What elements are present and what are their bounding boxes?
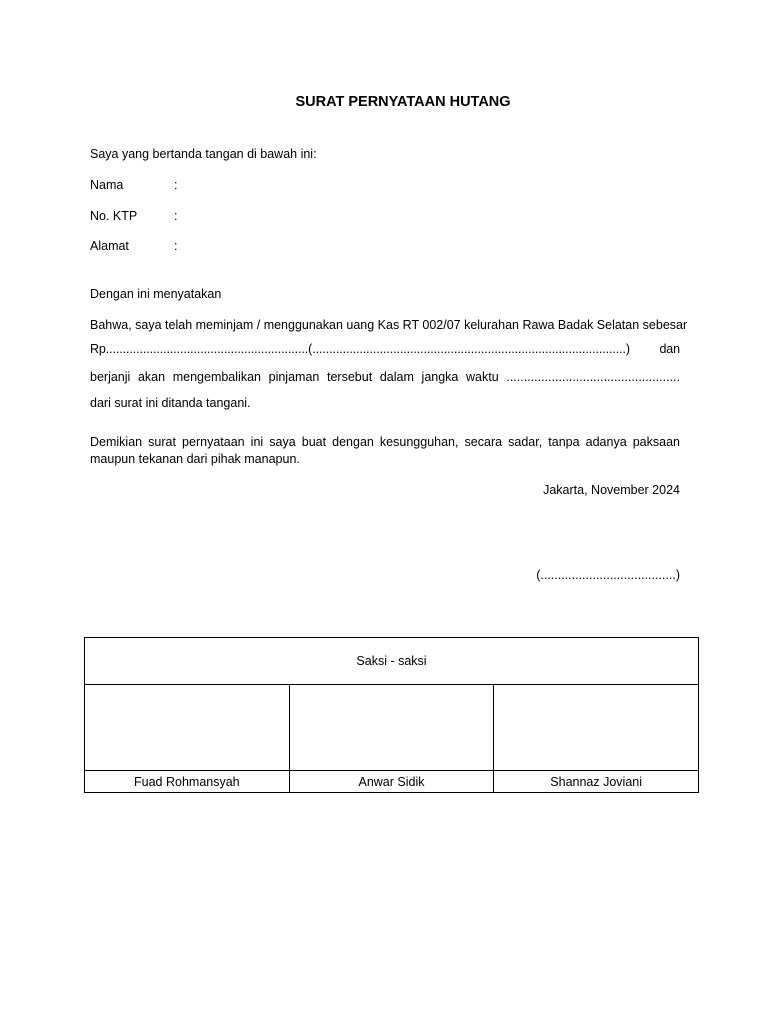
document-title: SURAT PERNYATAAN HUTANG (295, 94, 511, 110)
field-colon-ktp: : (174, 209, 178, 223)
body-line-3: berjanji akan mengembalikan pinjaman tersebut dalam jangka waktu .................................................. (90, 370, 680, 384)
field-label-alamat: Alamat (90, 239, 129, 253)
witness-header: Saksi - saksi (85, 638, 699, 685)
body-line-1: Bahwa, saya telah meminjam / menggunakan uang Kas RT 002/07 kelurahan Rawa Badak Selatan sebesar (90, 318, 688, 332)
statement-heading: Dengan ini menyatakan (90, 287, 222, 301)
witness-name: Anwar Sidik (289, 771, 494, 793)
witness-signature-cell (289, 685, 494, 771)
witness-name: Shannaz Joviani (494, 771, 699, 793)
witness-signature-cell (494, 685, 699, 771)
witness-table (84, 637, 699, 793)
closing-paragraph: Demikian surat pernyataan ini saya buat dengan kesungguhan, secara sadar, tanpa adanya paksaan maupun tekanan dari pihak manapun. (90, 435, 680, 466)
field-colon-nama: : (174, 178, 178, 192)
field-colon-alamat: : (174, 239, 178, 253)
body-line-2: Rp............................................................(.............................................................................................) dan (90, 342, 680, 356)
intro-text: Saya yang bertanda tangan di bawah ini: (90, 147, 317, 161)
signature-line: (.......................................) (536, 568, 680, 582)
body-line-4: dari surat ini ditanda tangani. (90, 396, 251, 410)
witness-signature-cell (85, 685, 290, 771)
witness-name: Fuad Rohmansyah (85, 771, 290, 793)
place-date: Jakarta, November 2024 (543, 483, 680, 497)
field-label-ktp: No. KTP (90, 209, 138, 223)
field-label-nama: Nama (90, 178, 124, 192)
